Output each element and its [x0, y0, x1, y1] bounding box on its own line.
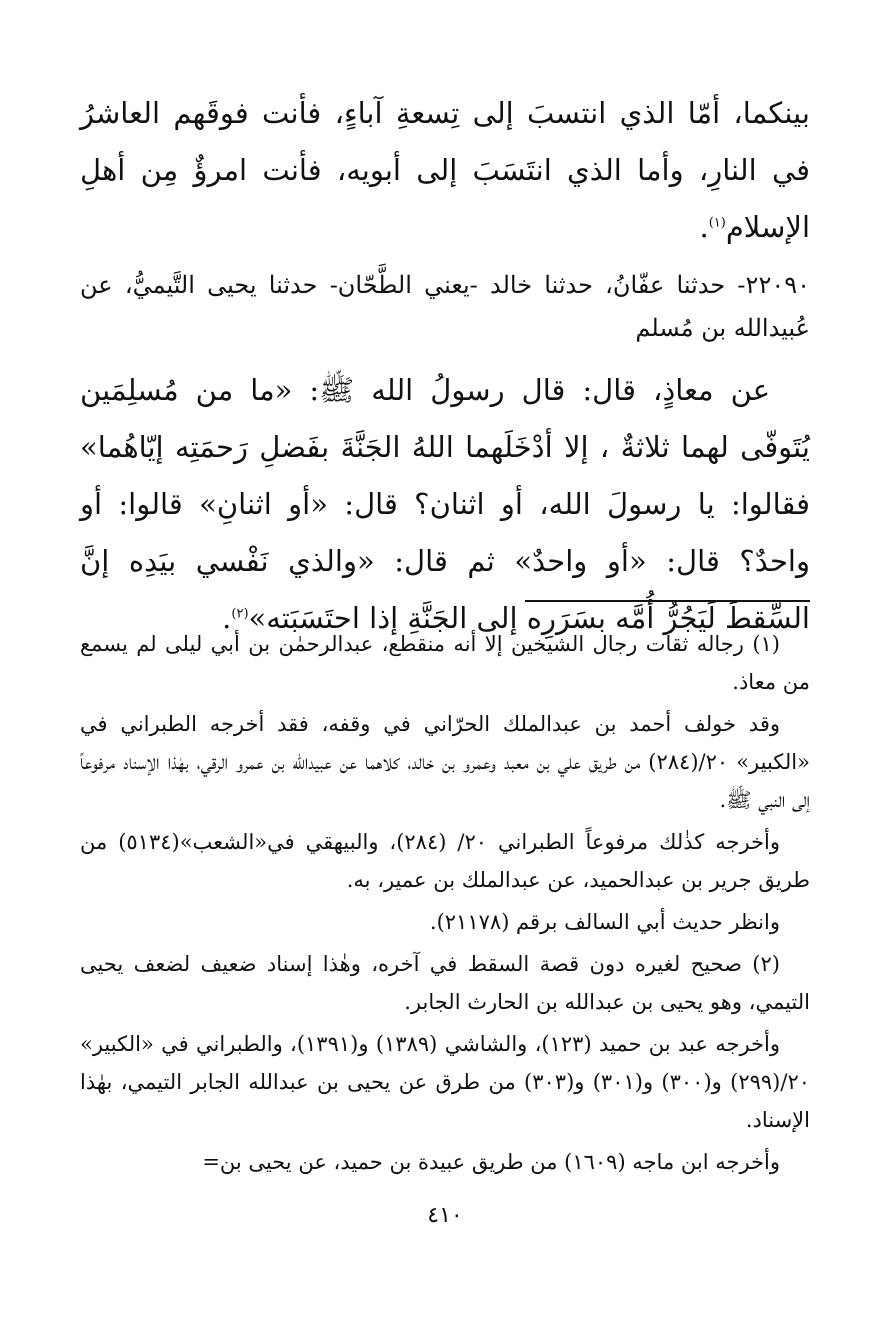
page-number: ٤١٠	[427, 1203, 463, 1228]
hadith-text	[80, 362, 810, 647]
hadith-text-end: .	[222, 601, 232, 635]
hadith-text-body: عن معاذٍ، قال: قال رسولُ الله ﷺ: «ما من مُسلِمَين يُتَوفّى لهما ثلاثةٌ ، إلا أدْخَلَهما اللهُ الجَنَّةَ بفَضلِ رَحمَتِه إيّاهُما» فقالوا: يا رسولَ الله، أو اثنان؟ قال: «أو اثنانِ» قالوا: أو واحدٌ؟ قال: «أو واحدٌ» ثم قال: «والذي نَفْسي بيَدِه إنَّ السِّقطَ لَيَجُرُّ أُمَّه بسَرَرِه إلى الجَنَّةِ إذا احتَسَبَته»	[80, 373, 810, 635]
footnote-ref-1: (١)	[708, 215, 726, 231]
footnote-ref-2: (٢)	[231, 606, 249, 622]
footnote-1-cont-b: وأخرجه كذٰلك مرفوعاً الطبراني ٢٠/ (٢٨٤)، والبيهقي في«الشعب»(٥١٣٤) من طريق جرير بن عبدالحميد، عن عبدالملك بن عمير، به.	[80, 830, 810, 892]
footnotes-section	[80, 625, 810, 1185]
footnote-1-cont-a: وقد خولف أحمد بن عبدالملك الحرّاني في وقفه، فقد أخرجه الطبراني في «الكبير» ٢٠/(٢٨٤) من طريق علي بن معبد وعمرو بن خالد، كلاهما عن عبيدالله بن عمرو الرقي، بهٰذا الإسناد مرفوعاً إلى النبي ﷺ.	[80, 712, 810, 812]
footnote-2-cont-a: وأخرجه عبد بن حميد (١٢٣)، والشاشي (١٣٨٩) و(١٣٩١)، والطبراني في «الكبير» ٢٠/(٢٩٩) و(٣٠٠) و(٣٠١) و(٣٠٣) من طرق عن يحيى بن عبدالله الجابر التيمي، بهٰذا الإسناد.	[80, 1032, 811, 1132]
main-paragraph-end: .	[699, 210, 709, 244]
footnote-1-cont-c: وانظر حديث أبي السالف برقم (٢١١٧٨).	[429, 910, 780, 934]
footnote-1: (١) رجاله ثقات رجال الشيخين إلا أنه منقطع، عبدالرحمٰن بن أبي ليلى لم يسمع من معاذ.	[80, 632, 810, 694]
main-paragraph-text: بينكما، أمّا الذي انتسبَ إلى تِسعةِ آباءٍ، فأنت فوقَهم العاشرُ في النارِ، وأما الذي انتَسَبَ إلى أبويه، فأنت امرؤٌ مِن أهلِ الإسلام	[80, 96, 810, 244]
main-paragraph	[80, 85, 810, 256]
footnote-2: (٢) صحيح لغيره دون قصة السقط في آخره، وهٰذا إسناد ضعيف لضعف يحيى التيمي، وهو يحيى بن عبدالله بن الحارث الجابر.	[80, 952, 810, 1014]
footnote-divider	[525, 600, 810, 602]
book-page	[80, 85, 810, 1265]
footnote-2-cont-b: وأخرجه ابن ماجه (١٦٠٩) من طريق عبيدة بن حميد، عن يحيى بن=	[202, 1150, 780, 1174]
hadith-isnad: ٢٢٠٩٠- حدثنا عفّانُ، حدثنا خالد -يعني الطَّحّان- حدثنا يحيى التَّيميُّ، عن عُبيدالله بن مُسلم	[80, 271, 810, 342]
